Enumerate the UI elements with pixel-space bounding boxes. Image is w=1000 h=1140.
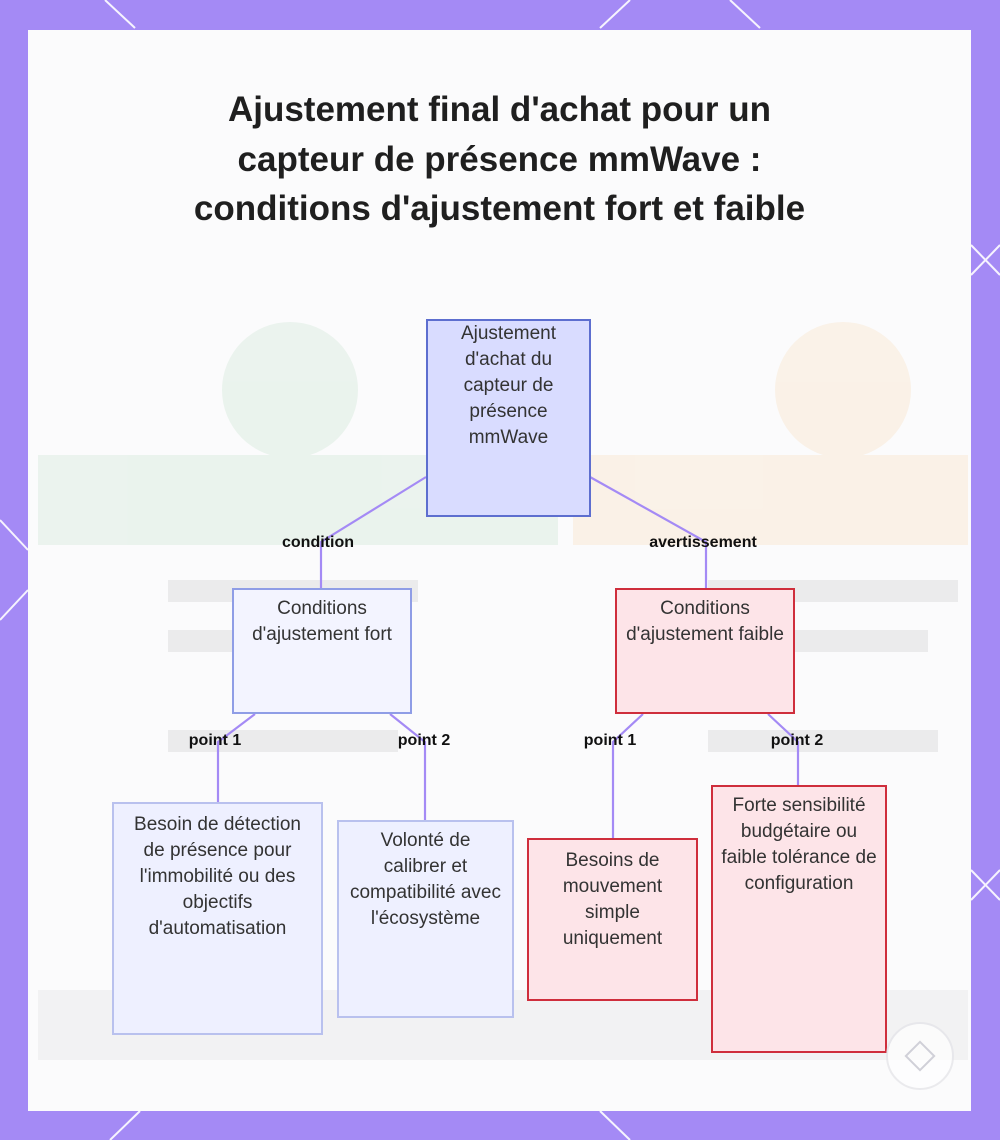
- node-weak-conditions: Conditions d'ajustement faible: [615, 588, 795, 714]
- node-strong-conditions: Conditions d'ajustement fort: [232, 588, 412, 714]
- edge-label-weak-point-1: point 1: [583, 732, 637, 749]
- diagram-canvas: [28, 30, 971, 1111]
- node-weak-point-1: Besoins de mouvement simple uniquement: [527, 838, 698, 1001]
- edge-label-avertissement: avertissement: [649, 534, 757, 551]
- edge-strong-p1: [218, 714, 255, 802]
- edge-label-strong-point-1: point 1: [188, 732, 242, 749]
- edge-label-strong-point-2: point 2: [397, 732, 451, 749]
- edge-root-weak: [590, 477, 706, 588]
- diagram-title: Ajustement final d'achat pour un capteur de présence mmWave : conditions d'ajustement fort et faible: [193, 90, 806, 229]
- edge-label-weak-point-2: point 2: [770, 732, 824, 749]
- node-strong-point-1: Besoin de détection de présence pour l'immobilité ou des objectifs d'automatisation: [112, 802, 323, 1035]
- node-root: Ajustement d'achat du capteur de présence mmWave: [426, 319, 591, 517]
- edge-strong-p2: [390, 714, 425, 820]
- edge-label-condition: condition: [282, 534, 354, 551]
- edge-root-strong: [321, 477, 426, 588]
- node-weak-point-2: Forte sensibilité budgétaire ou faible tolérance de configuration: [711, 785, 887, 1053]
- node-strong-point-2: Volonté de calibrer et compatibilité avec l'écosystème: [337, 820, 514, 1018]
- watermark-badge-icon: [884, 1020, 956, 1092]
